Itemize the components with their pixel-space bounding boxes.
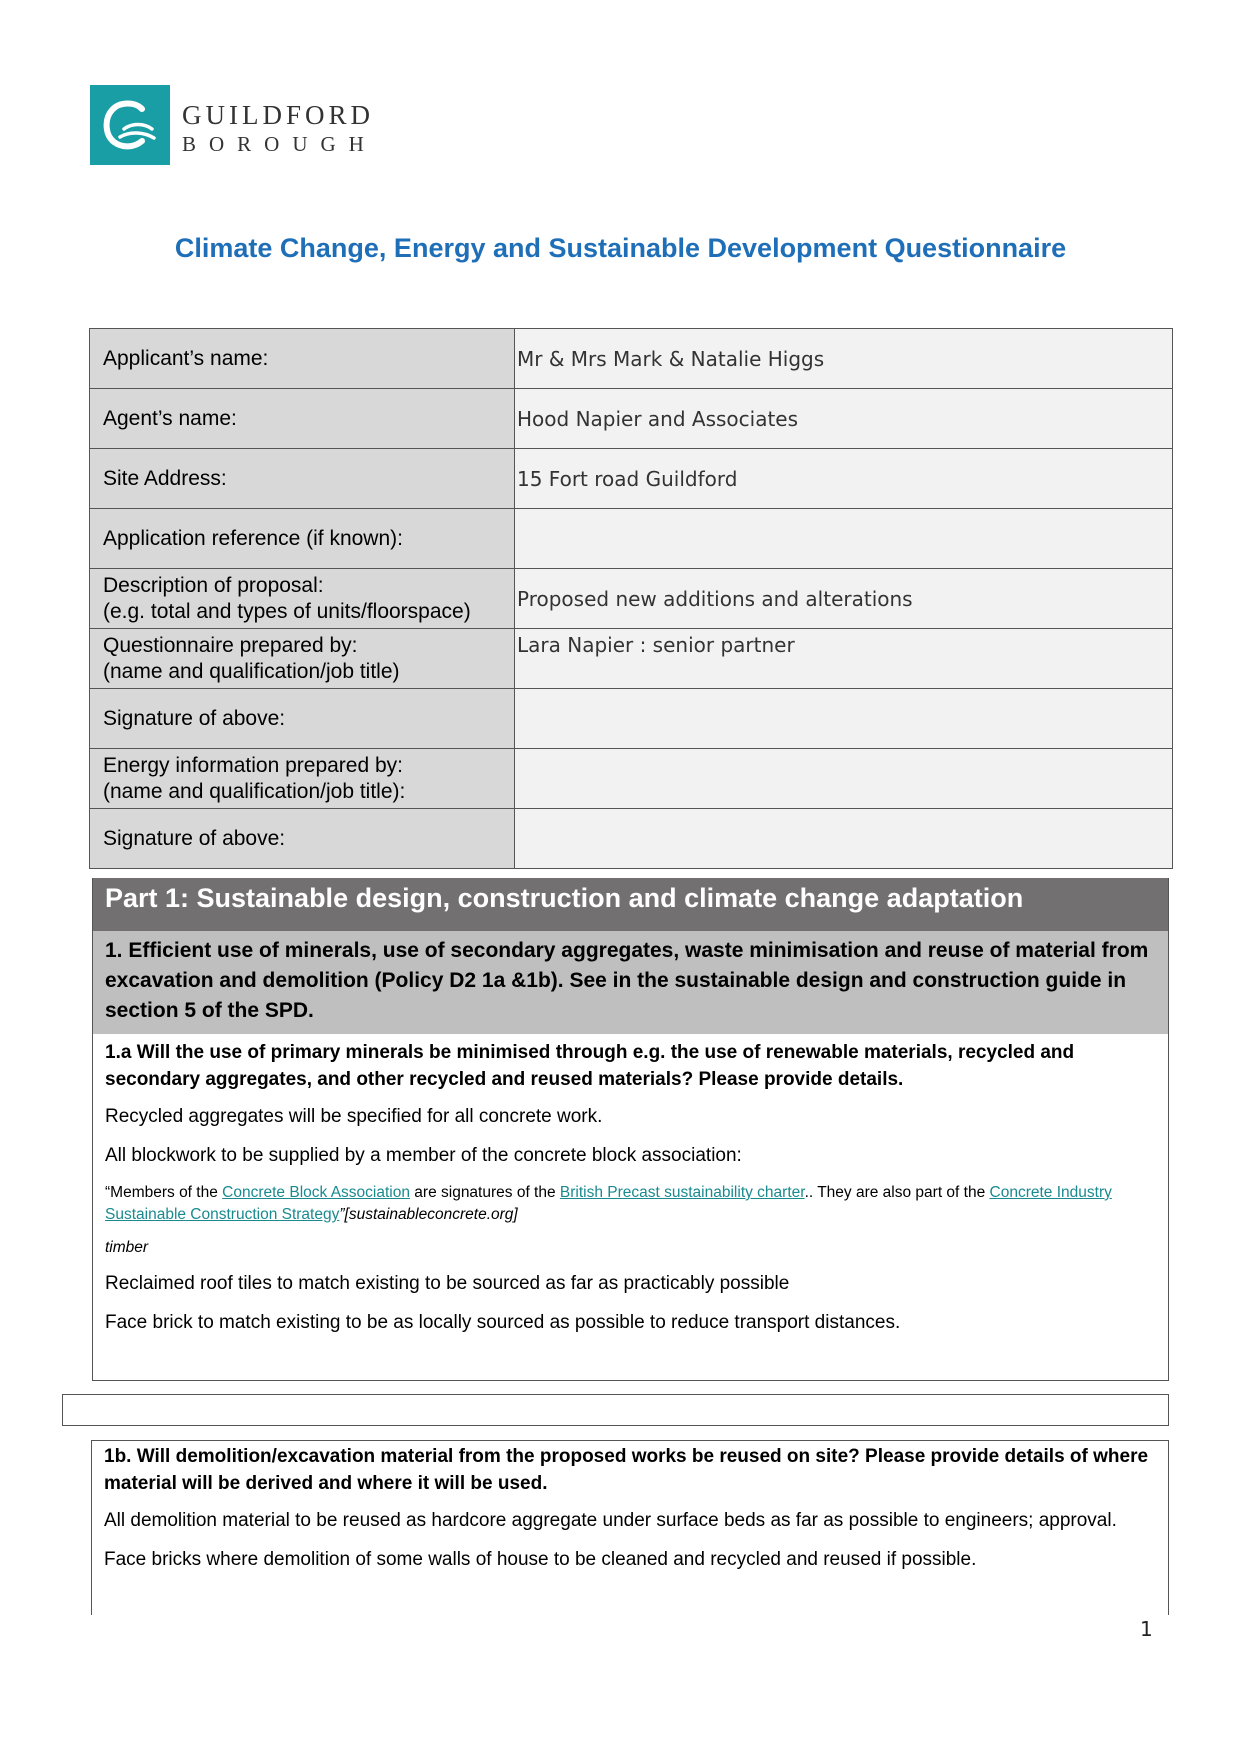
application-reference-field[interactable]: [515, 509, 1173, 569]
prepared-by-label: [90, 629, 515, 689]
logo-line-2: BOROUGH: [182, 132, 377, 156]
part1-section: [92, 878, 1169, 1381]
q1a-content[interactable]: [93, 1034, 1168, 1336]
energy-prepared-by-field[interactable]: [515, 749, 1173, 809]
q1b-answer-2: Face bricks where demolition of some walls of house to be cleaned and recycled and reused if possible.: [104, 1549, 977, 1570]
timber-note: timber: [105, 1239, 149, 1256]
applicant-name-field[interactable]: Mr & Mrs Mark & Natalie Higgs: [515, 329, 1173, 389]
quote-source: ”[sustainableconcrete.org]: [339, 1206, 518, 1223]
energy-prepared-by-label: [90, 749, 515, 809]
description-label-line2: (e.g. total and types of units/floorspace): [103, 599, 471, 623]
table-row: [90, 689, 1173, 749]
table-row: [90, 509, 1173, 569]
concrete-industry-strategy-link[interactable]: Concrete Industry Sustainable Construction Strategy: [105, 1184, 1112, 1223]
signature-label: Signature of above:: [90, 689, 515, 749]
q1a-answer-1: Recycled aggregates will be specified for all concrete work.: [105, 1106, 603, 1127]
page-number: 1: [1140, 1617, 1153, 1641]
description-label: [90, 569, 515, 629]
part1-header: Part 1: Sustainable design, construction and climate change adaptation: [93, 878, 1168, 931]
quote-text-2: are signatures of the: [409, 1184, 560, 1201]
quote-text-1: “Members of the: [105, 1184, 223, 1201]
table-row: [90, 749, 1173, 809]
description-label-line1: Description of proposal:: [103, 573, 324, 597]
section1-header: 1. Efficient use of minerals, use of secondary aggregates, waste minimisation and reuse of material from excavation and demolition (Policy D2 1a &1b). See in the sustainable design and construction guide in section 5 of the SPD.: [93, 931, 1168, 1034]
quote-text-3: .. They are also part of the: [804, 1184, 990, 1201]
q1b-answer-1: All demolition material to be reused as hardcore aggregate under surface beds as far as possible to engineers; approval.: [104, 1510, 1117, 1531]
guildford-logo-icon: [90, 85, 170, 165]
applicant-name-label: Applicant’s name:: [90, 329, 515, 389]
table-row: [90, 809, 1173, 869]
prepared-by-label-line1: Questionnaire prepared by:: [103, 633, 358, 657]
q1a-answer-4: Face brick to match existing to be as locally sourced as possible to reduce transport distances.: [105, 1312, 901, 1333]
british-precast-charter-link[interactable]: British Precast sustainability charter: [559, 1184, 805, 1201]
site-address-label: Site Address:: [90, 449, 515, 509]
table-row: [90, 449, 1173, 509]
table-row: [90, 629, 1173, 689]
table-row: [90, 389, 1173, 449]
description-field[interactable]: Proposed new additions and alterations: [515, 569, 1173, 629]
cba-quote: [105, 1182, 1154, 1226]
empty-text-box[interactable]: [62, 1394, 1169, 1426]
q1b-question: 1b. Will demolition/excavation material from the proposed works be reused on site? Please provide details of where material will be derived and where it will be used.: [104, 1446, 1149, 1494]
concrete-block-association-link[interactable]: Concrete Block Association: [222, 1184, 410, 1201]
energy-label-line2: (name and qualification/job title):: [103, 779, 406, 803]
q1b-section[interactable]: [91, 1440, 1169, 1615]
q1a-answer-3: Reclaimed roof tiles to match existing to be sourced as far as practicably possible: [105, 1273, 790, 1294]
agent-name-field[interactable]: Hood Napier and Associates: [515, 389, 1173, 449]
signature-2-label: Signature of above:: [90, 809, 515, 869]
agent-name-label: Agent’s name:: [90, 389, 515, 449]
page-title: Climate Change, Energy and Sustainable Development Questionnaire: [174, 233, 1067, 263]
prepared-by-field[interactable]: Lara Napier : senior partner: [515, 629, 1173, 689]
logo-line-1: GUILDFORD: [182, 100, 375, 130]
signature-2-field[interactable]: [515, 809, 1173, 869]
prepared-by-label-line2: (name and qualification/job title): [103, 659, 400, 683]
logo-wordmark: [182, 100, 377, 158]
table-row: [90, 569, 1173, 629]
energy-label-line1: Energy information prepared by:: [103, 753, 403, 777]
site-address-field[interactable]: 15 Fort road Guildford: [515, 449, 1173, 509]
applicant-details-table: [89, 328, 1173, 869]
q1a-answer-2: All blockwork to be supplied by a member of the concrete block association:: [105, 1145, 742, 1166]
q1a-question: 1.a Will the use of primary minerals be minimised through e.g. the use of renewable materials, recycled and secondary aggregates, and other recycled and reused materials? Please provide details.: [105, 1042, 1075, 1090]
table-row: [90, 329, 1173, 389]
application-reference-label: Application reference (if known):: [90, 509, 515, 569]
signature-field[interactable]: [515, 689, 1173, 749]
